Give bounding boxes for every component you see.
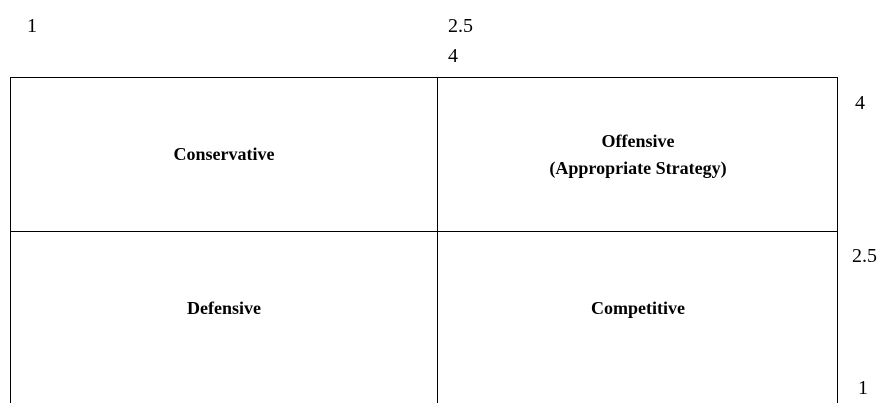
quadrant-conservative-title: Conservative	[173, 144, 275, 164]
y-axis-label-1: 1	[858, 377, 868, 399]
quadrant-conservative	[11, 78, 437, 231]
quadrant-competitive	[438, 232, 838, 385]
x-axis-label-2-5: 2.5	[448, 15, 473, 37]
quadrant-offensive-subtitle: (Appropriate Strategy)	[549, 157, 727, 178]
y-axis-label-2-5: 2.5	[852, 245, 877, 267]
x-axis-label-4: 4	[448, 45, 458, 67]
x-axis-label-1: 1	[27, 15, 37, 37]
quadrant-offensive-title: Offensive	[601, 130, 675, 151]
quadrant-defensive-title: Defensive	[187, 298, 261, 318]
quadrant-defensive	[11, 232, 437, 385]
y-axis-label-4: 4	[855, 92, 865, 114]
strategy-matrix	[10, 77, 838, 403]
quadrant-competitive-title: Competitive	[591, 298, 685, 318]
quadrant-offensive	[438, 78, 838, 231]
